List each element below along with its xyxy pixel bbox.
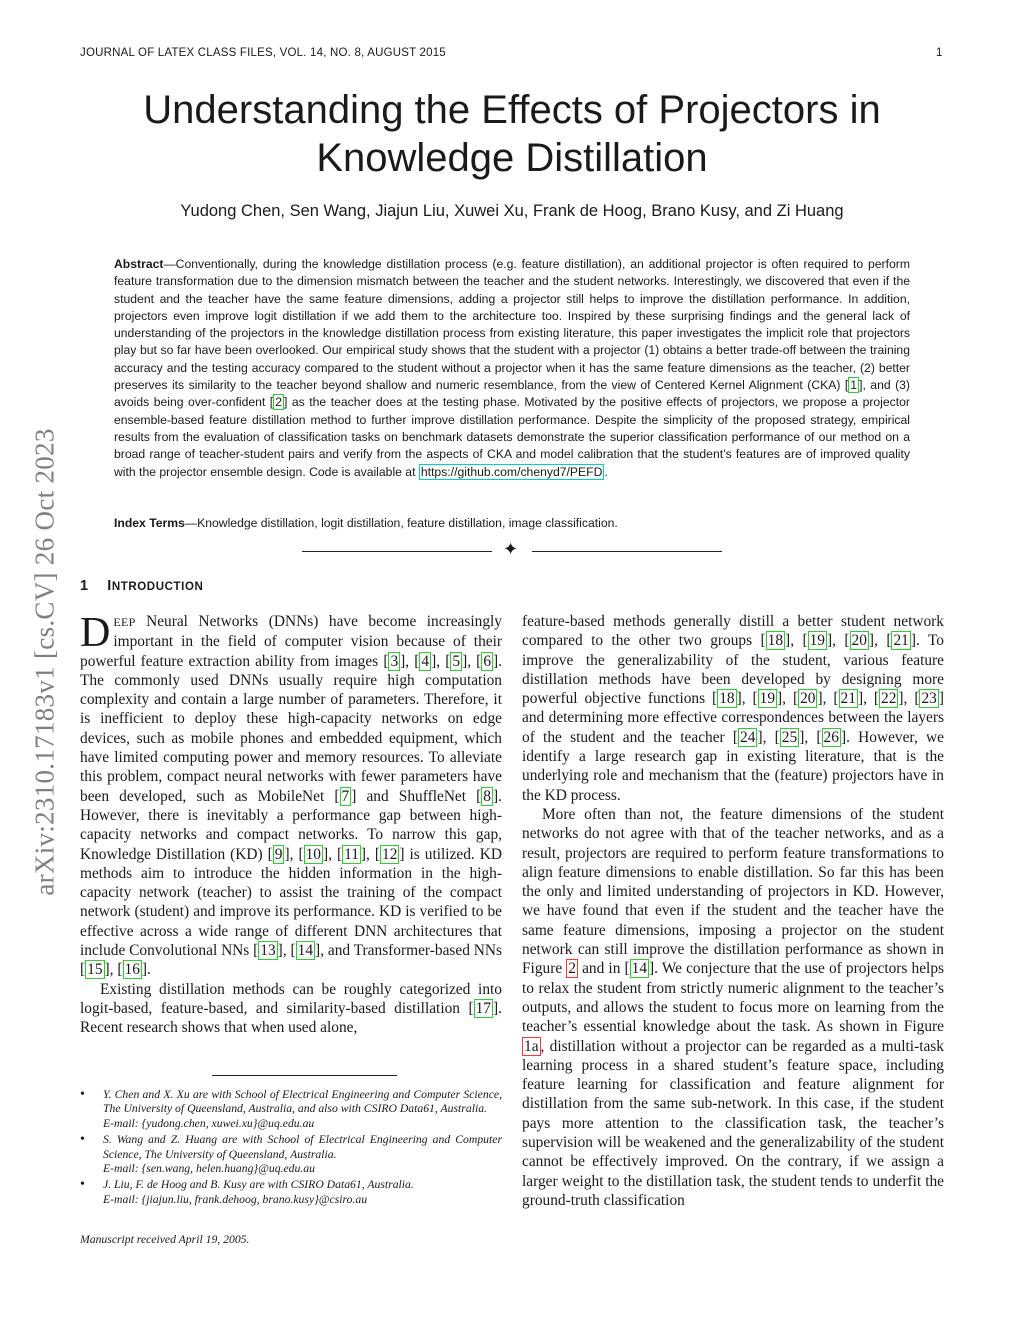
citation-link[interactable]: 12 bbox=[382, 845, 398, 863]
paper-title bbox=[100, 86, 924, 182]
citation-link[interactable]: 1 bbox=[850, 378, 858, 393]
abstract-body-2: , and (3) avoids being over-confident bbox=[114, 378, 910, 410]
citation-link[interactable]: 24 bbox=[740, 728, 756, 746]
running-header: JOURNAL OF LATEX CLASS FILES, VOL. 14, NO. 8, AUGUST 2015 bbox=[80, 47, 446, 59]
citation-link[interactable]: 13 bbox=[260, 942, 276, 960]
footnote-affiliation: S. Wang and Z. Huang are with School of Electrical Engineering and Computer Science, The University of Queensland, Australia. bbox=[103, 1133, 502, 1161]
citation-link[interactable]: 5 bbox=[452, 652, 461, 670]
paragraph-text: , bbox=[832, 632, 845, 650]
citation-link[interactable]: 10 bbox=[305, 845, 321, 863]
citation-link[interactable]: 8 bbox=[483, 787, 491, 805]
abstract-body: —Conventionally, during the knowledge distillation process (e.g. feature distillation), an additional projector is often required to perform feature transformation due to the dimension mismatch between the teacher and the student networks. Interestingly, we discovered that even if the student and the teacher have the same feature dimensions, adding a projector still helps to improve the distillation performance. In addition, projectors even improve logit distillation if we add them to the architecture too. Inspired by these surprising findings and the general lack of understanding of the projectors in the knowledge distillation process from existing literature, this paper investigates the implicit role that projectors play but so far have been overlooked. Our empirical study shows that the student with a projector (1) obtains a better trade-off between the training accuracy and the testing accuracy compared to the student without a projector when it has the same feature dimensions as the teacher, (2) better preserves its similarity to the teacher beyond shallow and numeric resemblance, from the view of Centered Kernel Alignment (CKA) bbox=[114, 257, 910, 393]
page-number: 1 bbox=[936, 47, 943, 59]
paragraph: More often than not, the feature dimensions of the student networks do not agree with that of the teacher networks, and as a result, projectors are required to perform feature transformations to align feature dimensions to enable distillation. So far this has been the only and limited understanding of projectors in KD. However, we have found that even if the student and the teacher have the same feature dimensions, imposing a projector on the student network can still improve the distillation performance as shown in Figure 2 and in [ 14 ]. We conjecture that the use of projectors helps to relax the student from strictly numeric alignment to the teacher’s outputs, and allows the student to focus more on learning from the teacher’s essential knowledge about the task. As shown in Figure 1a , distillation without a projector can be regarded as a multi-task learning process in a shared student’s feature space, including feature learning for classification and feature alignment for distillation from the same sub-network. In this case, if the student pays more attention to the classification task, the teacher’s supervision will be weakened and the generalizability of the student cannot be effectively improved. On the contrary, if we assign a larger weight to the distillation task, the student tends to underfit the ground-truth classification bbox=[522, 805, 944, 1209]
paragraph-text: , bbox=[405, 652, 415, 670]
paragraph-text: , distillation without a projector can be regarded as a multi-task learning process in a shared student’s feature space, including feature learning for classification and feature alignment for distillation from the same sub-network. In this case, if the student pays more attention to the classification task, the teacher’s supervision will be weakened and the generalizability of the student cannot be effectively improved. On the contrary, if we assign a larger weight to the distillation task, the student tends to underfit the ground-truth classification bbox=[522, 1037, 944, 1209]
citation-link[interactable]: 21 bbox=[893, 632, 909, 650]
citation-link[interactable]: 19 bbox=[759, 690, 776, 708]
title-line-1: Understanding the Effects of Projectors in bbox=[143, 88, 881, 132]
footnote-affiliation: J. Liu, F. de Hoog and B. Kusy are with CSIRO Data61, Australia. bbox=[103, 1178, 414, 1192]
citation-link[interactable]: 16 bbox=[124, 961, 140, 979]
citation-link[interactable]: 6 bbox=[483, 652, 492, 670]
footnotes bbox=[80, 1088, 502, 1209]
section-initial: I bbox=[107, 578, 112, 594]
footnote-email: E-mail: {yudong.chen, xuwei.xu}@uq.edu.au bbox=[103, 1116, 315, 1130]
paragraph-text: , bbox=[782, 690, 793, 708]
paragraph-text: . The commonly used DNNs usually require high computation complexity and contain a large number of parameters. Therefore, it is inefficient to deploy these high-capacity networks on edge devices, such as mobile phones and embedded equipment, which have limited computing power and memory resources. To alleviate this problem, compact neural networks with fewer parameters have been developed, such as MobileNet bbox=[80, 652, 503, 805]
paragraph-text: , bbox=[289, 845, 299, 863]
citation-link[interactable]: 2 bbox=[275, 395, 282, 410]
paragraph: Existing distillation methods can be roughly categorized into logit-based, feature-based, and similarity-based distillation [ 17 ]. Recent research shows that when used alone, bbox=[80, 980, 502, 1037]
index-terms-body: —Knowledge distillation, logit distillation, feature distillation, image classification. bbox=[184, 516, 618, 530]
code-url-link[interactable]: https://github.com/chenyd7/PEFD bbox=[420, 464, 603, 479]
abstract-label: Abstract bbox=[114, 257, 164, 271]
section-heading bbox=[80, 578, 203, 594]
citation-link[interactable]: 7 bbox=[341, 787, 350, 805]
arxiv-stamp: arXiv:2310.17183v1 [cs.CV] 26 Oct 2023 bbox=[29, 428, 60, 896]
paragraph-text: , bbox=[804, 728, 817, 746]
paragraph-text: , bbox=[741, 690, 753, 708]
paragraph-text: , bbox=[874, 632, 887, 650]
figure-link[interactable]: 2 bbox=[568, 960, 576, 978]
paragraph-text: , bbox=[366, 845, 375, 863]
footnote-affiliation: Y. Chen and X. Xu are with School of Electrical Engineering and Computer Science, The University of Queensland, Australia, and also with CSIRO Data61, Australia. bbox=[103, 1088, 502, 1116]
paragraph-text: . bbox=[147, 961, 151, 979]
footnote-item bbox=[80, 1133, 502, 1176]
citation-link[interactable]: 14 bbox=[631, 960, 648, 978]
paragraph-text: feature-based methods generally distill a better student network compared to the other two groups bbox=[522, 613, 944, 650]
citation-link[interactable]: 26 bbox=[823, 728, 839, 746]
drop-cap: D bbox=[80, 610, 111, 656]
figure-link[interactable]: 1a bbox=[524, 1037, 539, 1055]
footnote-item bbox=[80, 1178, 502, 1207]
citation-link[interactable]: 25 bbox=[781, 728, 798, 746]
footnote-item bbox=[80, 1088, 502, 1131]
citation-link[interactable]: 19 bbox=[809, 632, 825, 650]
paragraph bbox=[80, 612, 502, 980]
abstract-body-3: as the teacher does at the testing phase. Motivated by the positive effects of projectors, we propose a projector ensemble-based feature distillation method to further improve distillation performance. Despite the simplicity of the proposed strategy, empirical results from the evaluation of classification tasks on benchmark datasets demonstrate the superior classification performance of our method on a broad range of teacher-student pairs and verify from the aspects of CKA and model calibration that the student’s features are of improved quality with the projector ensemble design. Code is available at bbox=[114, 395, 910, 479]
divider-diamond-icon: ✦ bbox=[503, 539, 519, 559]
paragraph-text: , bbox=[328, 845, 337, 863]
paragraph-text: . To improve the generalizability of the student, various feature distillation methods have been developed by designing more powerful objective functions bbox=[522, 632, 944, 708]
divider-rule-left bbox=[302, 551, 492, 552]
citation-link[interactable]: 3 bbox=[390, 652, 399, 670]
drop-cap-rest: EEP bbox=[113, 615, 136, 629]
paragraph-text: and ShuffleNet bbox=[356, 787, 477, 805]
citation-link[interactable]: 22 bbox=[881, 690, 897, 708]
paragraph-text: is utilized. KD methods aim to introduce the hidden information in the high-capacity network (teacher) to assist the training of the compact network (student) and improve its performance. KD is verified to be effective across a wide range of different DNN architectures that include Convolutional NNs bbox=[80, 845, 502, 960]
paragraph-text: , bbox=[822, 690, 834, 708]
divider-rule-right bbox=[532, 551, 722, 552]
citation-link[interactable]: 17 bbox=[475, 999, 491, 1017]
paragraph-text: , bbox=[109, 961, 118, 979]
abstract: Abstract—Conventionally, during the knowledge distillation process (e.g. feature distillation), an additional projector is often required to perform feature transformation due to the dimension mismatch between the teacher and the student networks. Interestingly, we discovered that even if the student and the teacher have the same feature dimensions, adding a projector still helps to improve the distillation performance. In addition, projectors even improve logit distillation if we add them to the architecture too. Inspired by these surprising findings and the general lack of understanding of the projectors in the knowledge distillation process from existing literature, this paper investigates the implicit role that projectors play but so far have been overlooked. Our empirical study shows that the student with a projector (1) obtains a better trade-off between the training accuracy and the testing accuracy compared to the student without a projector when it has the same feature dimensions as the teacher, (2) better preserves its similarity to the teacher beyond shallow and numeric resemblance, from the view of Centered Kernel Alignment (CKA) [ 1 ], and (3) avoids being over-confident [ 2 ] as the teacher does at the testing phase. Motivated by the positive effects of projectors, we propose a projector ensemble-based feature distillation method to further improve distillation performance. Despite the simplicity of the proposed strategy, empirical results from the evaluation of classification tasks on benchmark datasets demonstrate the superior classification performance of our method on a broad range of teacher-student pairs and verify from the aspects of CKA and model calibration that the student’s features are of improved quality with the projector ensemble design. Code is available at https://github.com/chenyd7/PEFD . bbox=[114, 257, 910, 479]
paragraph-text: Neural Networks (DNNs) have become increasingly important in the field of computer vision because of their powerful feature extraction ability from images bbox=[80, 613, 502, 670]
paragraph-text: Neural Networks (DNNs) have become increasingly important in the field of computer vision because of their powerful feature extraction ability from images [ 3 ], [ 4 ], [ 5 ], [ 6 ]. The commonly used DNNs usually require high computation complexity and contain a large number of parameters. Therefore, it is inefficient to deploy these high-capacity networks on edge devices, such as mobile phones and embedded equipment, which have limited computing power and memory resources. To alleviate this problem, compact neural networks with fewer parameters have been developed, such as MobileNet [ 7 ] and ShuffleNet [ 8 ]. However, there is inevitably a performance gap between high-capacity networks and compact networks. To narrow this gap, Knowledge Distillation (KD) [ 9 ], [ 10 ], [ 11 ], [ 12 ] is utilized. KD methods aim to introduce the hidden information in the high-capacity network (teacher) to assist the training of the compact network (student) and improve its performance. KD is verified to be effective across a wide range of different DNN architectures that include Convolutional NNs [ 13 ], [ 14 ], and Transformer-based NNs [ 15 ], [ 16 ]. bbox=[80, 613, 503, 979]
citation-link[interactable]: 4 bbox=[421, 652, 430, 670]
paragraph-text: . However, there is inevitably a performance gap between high-capacity networks and compact networks. To narrow this gap, Knowledge Distillation (KD) bbox=[80, 787, 502, 863]
paragraph-text: More often than not, the feature dimensions of the student networks do not agree with that of the teacher networks, and as a result, projectors are required to perform feature transformations to align feature dimensions to enable distillation. So far this has been the only and limited understanding of projectors in KD. However, we have found that even if the student and the teacher have the same feature dimensions, imposing a projector on the student network can still improve the distillation performance as shown in Figure bbox=[522, 805, 944, 978]
citation-link[interactable]: 11 bbox=[344, 845, 359, 863]
paragraph-text: and determining more effective correspondences between the layers of the student and the teacher bbox=[522, 709, 944, 746]
paragraph-text: , bbox=[436, 652, 446, 670]
section-number: 1 bbox=[80, 578, 89, 594]
manuscript-note: Manuscript received April 19, 2005. bbox=[80, 1233, 250, 1246]
citation-link[interactable]: 14 bbox=[297, 942, 314, 960]
citation-link[interactable]: 18 bbox=[767, 632, 784, 650]
footnote-email: E-mail: {jiajun.liu, frank.dehoog, brano.kusy}@csiro.au bbox=[103, 1192, 368, 1206]
citation-link[interactable]: 9 bbox=[274, 845, 283, 863]
index-terms-label: Index Terms bbox=[114, 516, 185, 530]
citation-link[interactable]: 23 bbox=[921, 690, 937, 708]
citation-link[interactable]: 15 bbox=[87, 961, 103, 979]
paragraph-text: . However, we identify a large research gap in existing literature, that is the underlying role and mechanism that the (feature) projectors have in the KD process. bbox=[522, 728, 944, 804]
citation-link[interactable]: 20 bbox=[800, 690, 816, 708]
paragraph-text: and in bbox=[578, 960, 625, 978]
citation-link[interactable]: 18 bbox=[719, 690, 735, 708]
paragraph-text: , bbox=[762, 728, 775, 746]
paragraph-text: , bbox=[282, 942, 291, 960]
paragraph-text: , and Transformer-based NNs bbox=[320, 942, 502, 960]
left-column bbox=[80, 612, 502, 1038]
footnote-email: E-mail: {sen.wang, helen.huang}@uq.edu.au bbox=[103, 1162, 315, 1176]
paragraph-text: , bbox=[467, 652, 477, 670]
index-terms bbox=[114, 516, 910, 530]
footnote-rule bbox=[212, 1075, 397, 1076]
paragraph-text: , bbox=[903, 690, 915, 708]
title-line-2: Knowledge Distillation bbox=[316, 136, 708, 180]
paragraph-text: . Recent research shows that when used alone, bbox=[80, 999, 502, 1037]
abstract-end: . bbox=[604, 464, 608, 479]
right-column bbox=[522, 612, 944, 1210]
paragraph-text: Existing distillation methods can be roughly categorized into logit-based, feature-based, and similarity-based distillation bbox=[80, 980, 502, 1017]
paragraph-text: , bbox=[790, 632, 803, 650]
paragraph-text: , bbox=[863, 690, 874, 708]
paragraph: feature-based methods generally distill a better student network compared to the other two groups [ 18 ], [ 19 ], [ 20 ], [ 21 ]. To improve the generalizability of the student, various feature distillation methods have been developed by designing more powerful objective functions [ 18 ], [ 19 ], [ 20 ], [ 21 ], [ 22 ], [ 23 ] and determining more effective correspondences between the layers of the student and the teacher [ 24 ], [ 25 ], [ 26 ]. However, we identify a large research gap in existing literature, that is the underlying role and mechanism that the (feature) projectors have in the KD process. bbox=[522, 613, 944, 804]
section-title-rest: NTRODUCTION bbox=[111, 581, 204, 593]
citation-link[interactable]: 20 bbox=[851, 632, 867, 650]
author-list: Yudong Chen, Sen Wang, Jiajun Liu, Xuwei Xu, Frank de Hoog, Brano Kusy, and Zi Huang bbox=[180, 202, 844, 220]
paragraph-text: . We conjecture that the use of projectors helps to relax the student from strictly numeric alignment to the teacher’s outputs, and allows the student to focus more on learning from the teacher’s essential knowledge about the task. As shown in Figure bbox=[522, 960, 944, 1036]
citation-link[interactable]: 21 bbox=[840, 690, 856, 708]
